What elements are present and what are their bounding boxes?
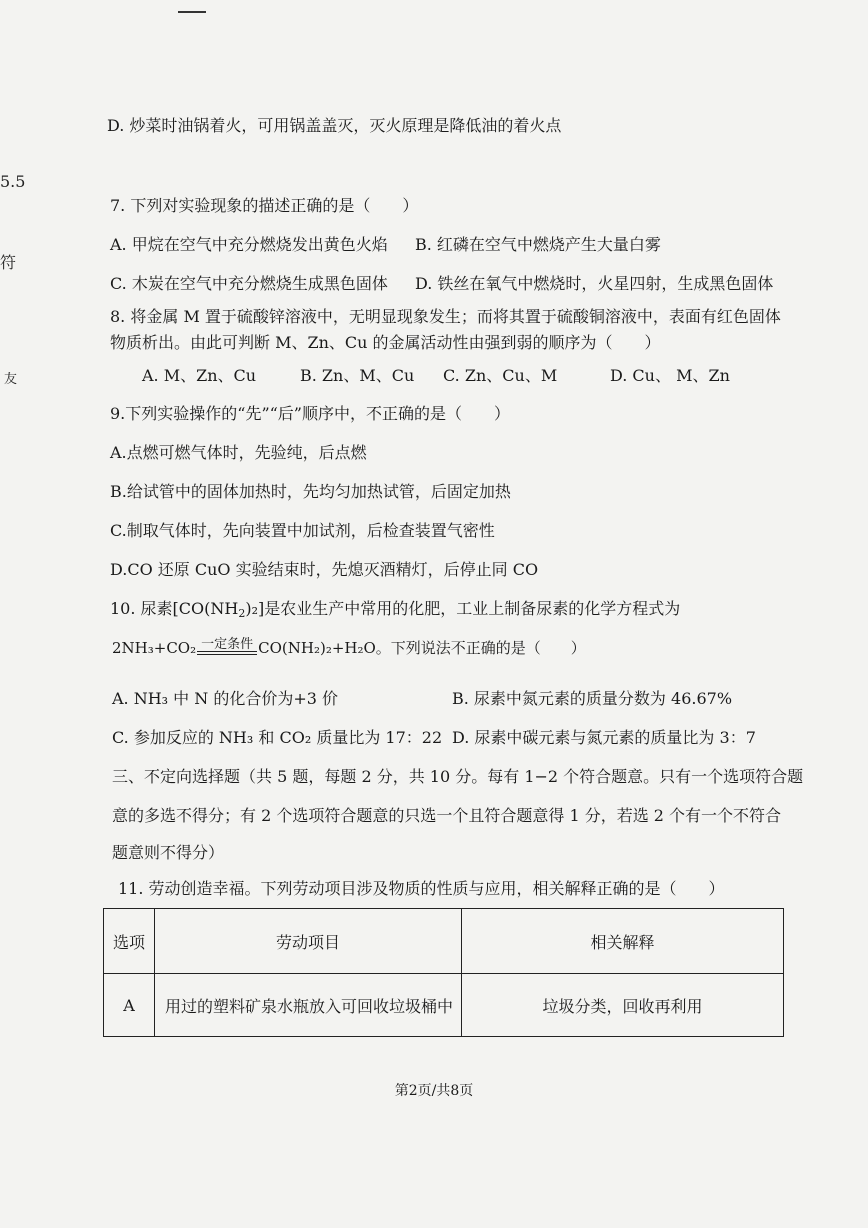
table-header-row (104, 909, 784, 974)
q10-stem-tail: 。下列说法不正确的是（ ） (375, 639, 586, 657)
page-number: 第2页/共8页 (394, 1083, 474, 1099)
chemical-equation (112, 634, 586, 664)
q10-option-c: C. 参加反应的 NH₃ 和 CO₂ 质量比为 17：22 (112, 728, 443, 747)
q7-option-a: A. 甲烷在空气中充分燃烧发出黄色火焰 (110, 235, 388, 254)
q11-table (103, 908, 784, 1037)
table-header: 选项 (104, 909, 155, 974)
q7-stem: 7. 下列对实验现象的描述正确的是（ ） (110, 196, 419, 215)
q9-option-d: D.CO 还原 CuO 实验结束时，先熄灭酒精灯，后停止同 CO (110, 560, 539, 579)
q9-stem: 9.下列实验操作的“先”“后”顺序中，不正确的是（ ） (110, 404, 510, 423)
margin-mark: 符 (0, 253, 17, 272)
q10-option-a: A. NH₃ 中 N 的化合价为+3 价 (112, 689, 339, 708)
q8-option-b: B. Zn、M、Cu (300, 366, 415, 385)
table-header: 劳动项目 (155, 909, 462, 974)
q11-stem: 11. 劳动创造幸福。下列劳动项目涉及物质的性质与应用，相关解释正确的是（ ） (118, 879, 725, 898)
q10-stem: 10. 尿素[CO(NH2)₂]是农业生产中常用的化肥，工业上制备尿素的化学方程式为 (110, 599, 681, 620)
equation-reactants: 2NH₃+CO₂ (112, 639, 197, 657)
table-cell-option: A (104, 974, 155, 1037)
q9-option-b: B.给试管中的固体加热时，先均匀加热试管，后固定加热 (110, 482, 511, 501)
q8-stem-line1: 8. 将金属 M 置于硫酸锌溶液中，无明显现象发生；而将其置于硫酸铜溶液中，表面有红色固体 (110, 307, 781, 326)
table-cell-project: 用过的塑料矿泉水瓶放入可回收垃圾桶中 (155, 974, 462, 1037)
q10-option-b: B. 尿素中氮元素的质量分数为 46.67% (452, 689, 733, 708)
section3-instructions-line2: 意的多选不得分；有 2 个选项符合题意的只选一个且符合题意得 1 分，若选 2 个有一个不符合 (112, 806, 782, 825)
q8-stem-line2: 物质析出。由此可判断 M、Zn、Cu 的金属活动性由强到弱的顺序为（ ） (110, 333, 661, 352)
table-cell-explanation: 垃圾分类，回收再利用 (462, 974, 784, 1037)
reaction-condition: 一定条件 (201, 637, 254, 652)
q9-option-c: C.制取气体时，先向装置中加试剂，后检查装置气密性 (110, 521, 495, 540)
table-row (104, 974, 784, 1037)
equation-arrow (197, 634, 257, 664)
section3-instructions-line3: 题意则不得分） (112, 843, 225, 862)
q8-option-d: D. Cu、 M、Zn (610, 366, 730, 385)
margin-mark: 5.5 (0, 172, 26, 191)
q9-option-a: A.点燃可燃气体时，先验纯，后点燃 (110, 443, 367, 462)
margin-mark: 友 (4, 372, 18, 387)
q8-option-a: A. M、Zn、Cu (142, 366, 257, 385)
equation-products: CO(NH₂)₂+H₂O (258, 639, 376, 657)
q7-option-d: D. 铁丝在氧气中燃烧时，火星四射，生成黑色固体 (415, 274, 774, 293)
q10-option-d: D. 尿素中碳元素与氮元素的质量比为 3：7 (452, 728, 756, 747)
q8-option-c: C. Zn、Cu、M (443, 366, 558, 385)
q7-option-b: B. 红磷在空气中燃烧产生大量白雾 (415, 235, 661, 254)
table-header: 相关解释 (462, 909, 784, 974)
q6-option-d: D. 炒菜时油锅着火，可用锅盖盖灭，灭火原理是降低油的着火点 (107, 116, 562, 135)
section3-instructions-line1: 三、不定向选择题（共 5 题，每题 2 分，共 10 分。每有 1−2 个符合题意。只有一个选项符合题 (112, 767, 804, 786)
q7-option-c: C. 木炭在空气中充分燃烧生成黑色固体 (110, 274, 388, 293)
scan-mark (178, 11, 206, 13)
